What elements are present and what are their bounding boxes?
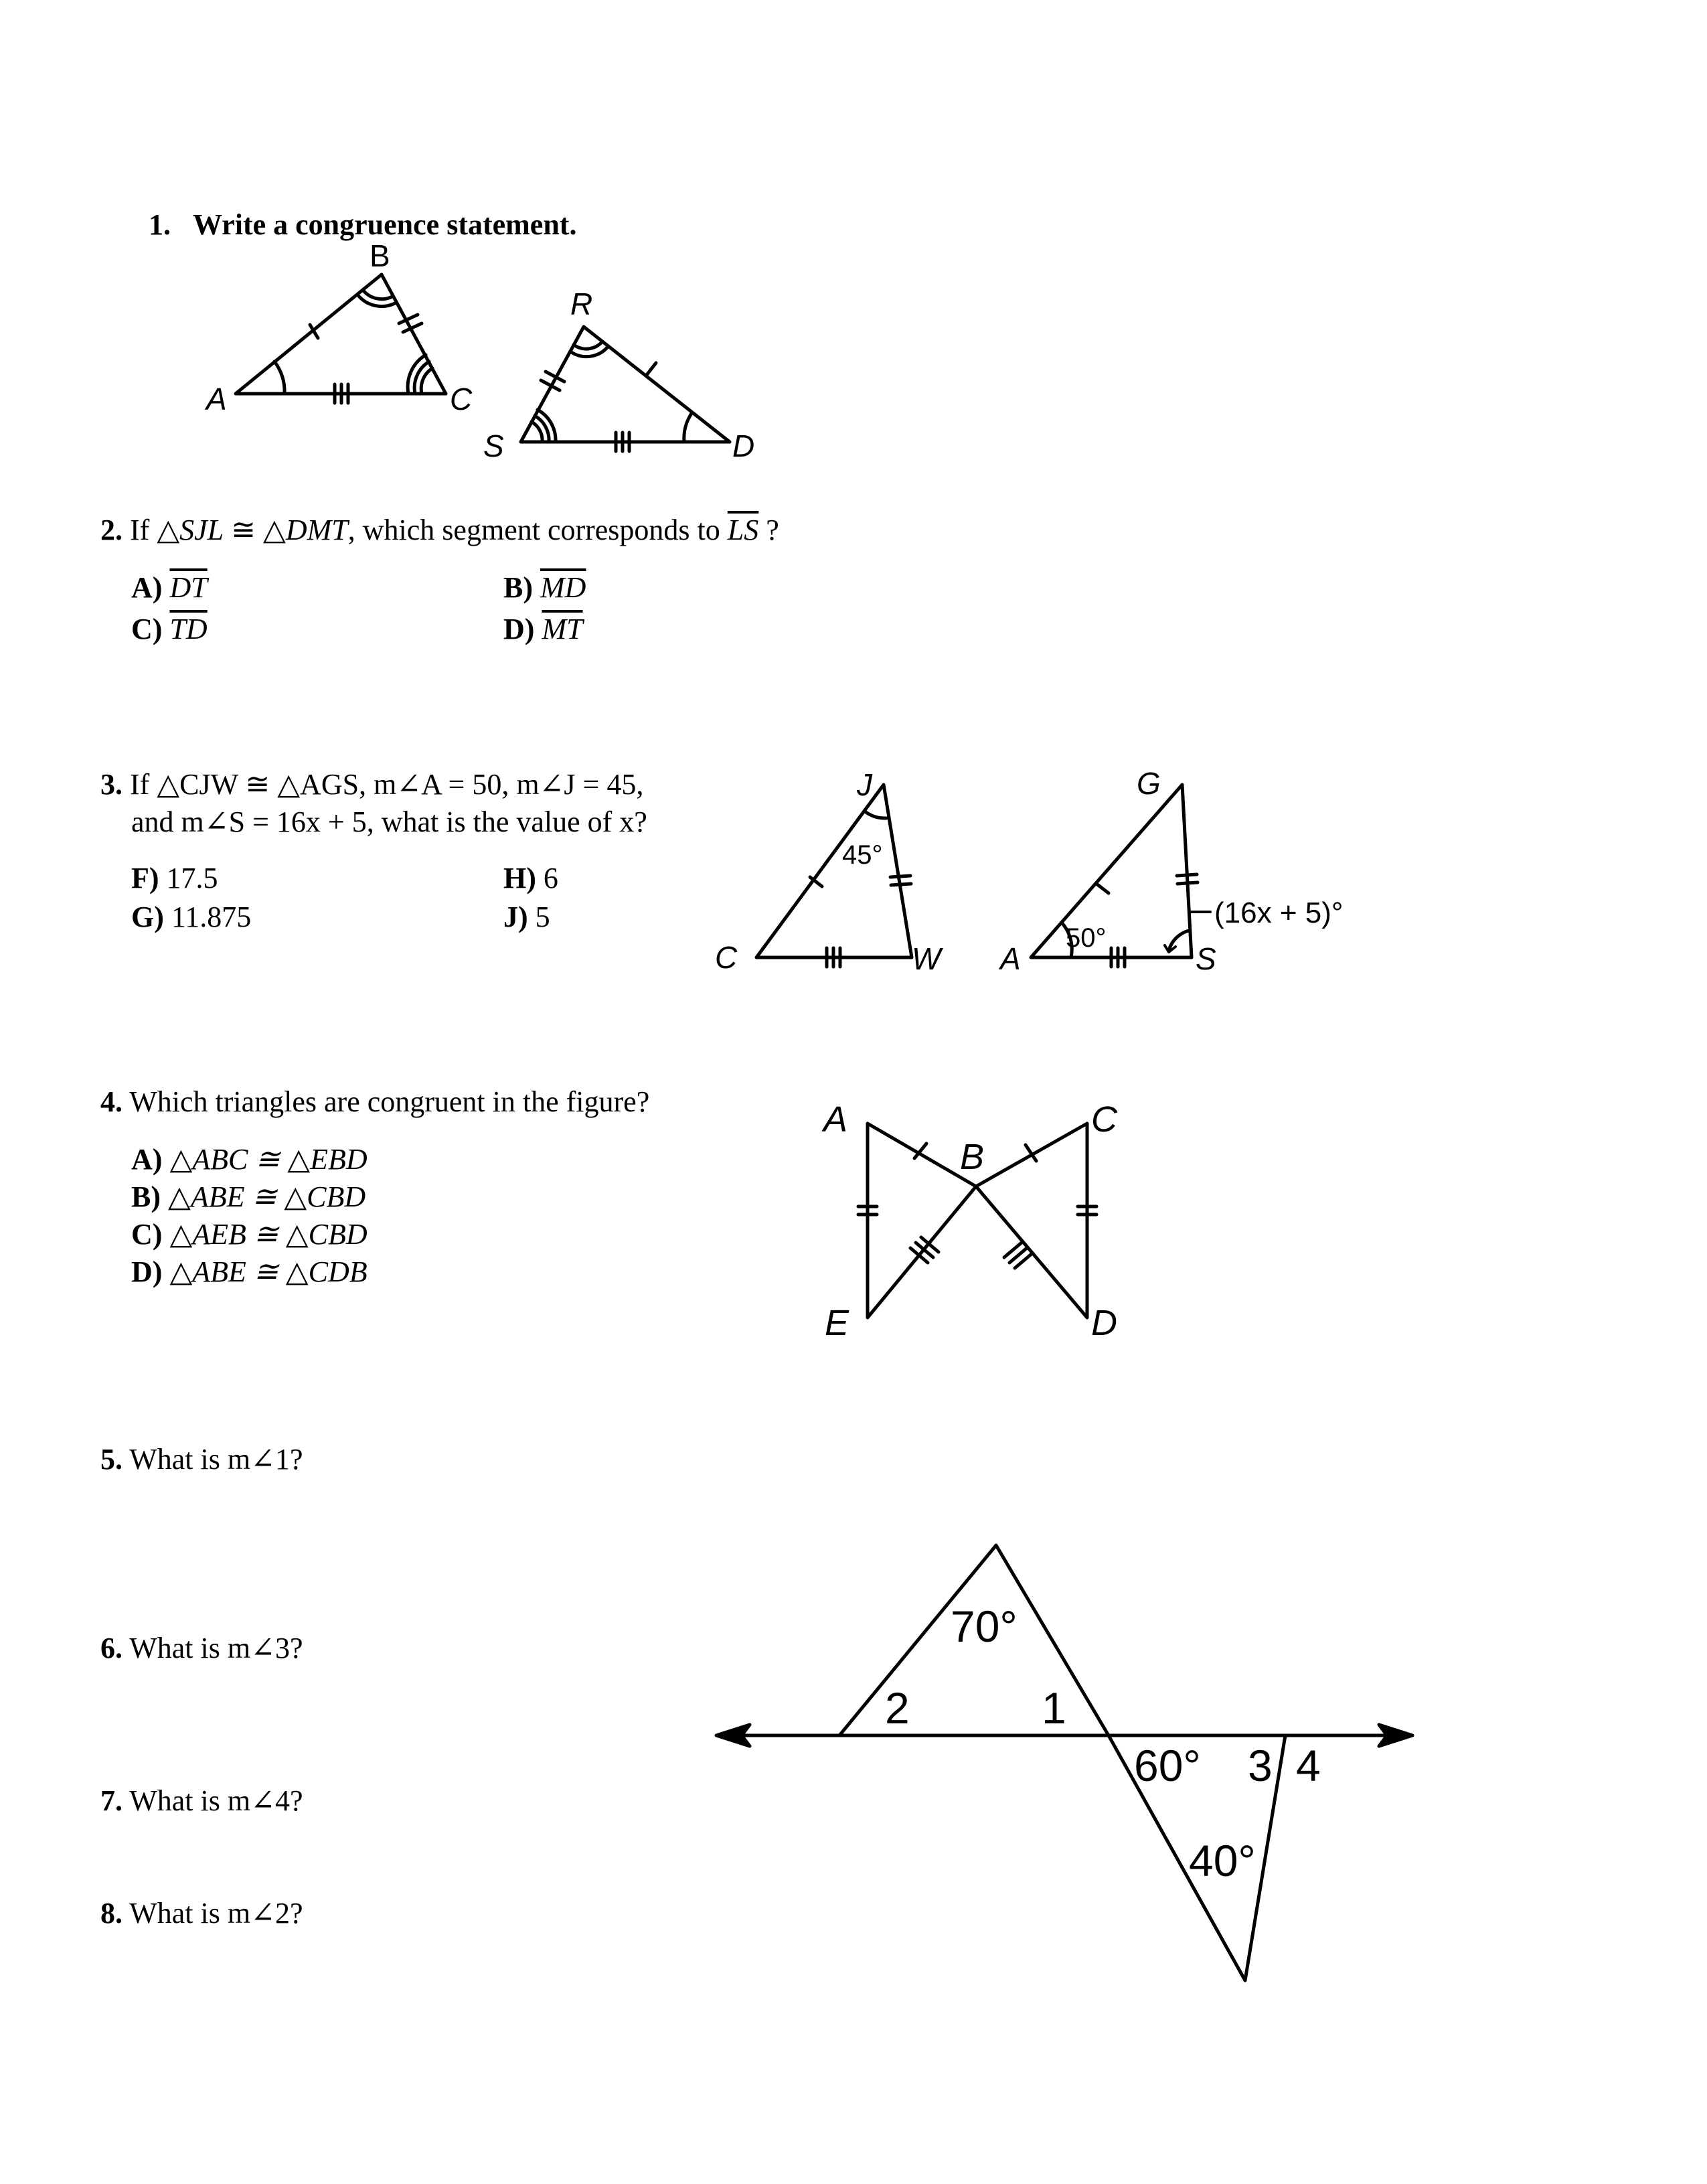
choice-text: △AEB ≅ △CBD: [169, 1218, 368, 1251]
fig3-label-c: C: [715, 940, 738, 975]
fig3-label-g: G: [1137, 766, 1161, 801]
choice-letter: D): [503, 613, 535, 645]
q2-triangle-2: DMT: [285, 514, 348, 546]
triangle-cjw: [756, 785, 912, 957]
choice-letter: B): [503, 571, 533, 604]
fig5-angle-40: 40°: [1189, 1836, 1256, 1885]
choice-segment: $\overline{DT}$: [169, 571, 208, 604]
q3-line1: If △CJW ≅ △AGS, m∠A = 50, m∠J = 45,: [130, 768, 644, 801]
fig3-angle-s: (16x + 5)°: [1214, 896, 1344, 929]
fig3-label-j: J: [857, 767, 872, 802]
q1-number: 1.: [149, 208, 171, 241]
fig5-angle-3: 3: [1248, 1741, 1273, 1790]
fig4-label-c: C: [1091, 1099, 1117, 1140]
choice-value: 6: [543, 862, 558, 894]
q5-number: 5.: [100, 1443, 123, 1476]
figure-1-triangles: [236, 275, 730, 451]
q6-number: 6.: [100, 1632, 123, 1664]
q2-pre: If: [130, 514, 150, 546]
choice-letter: J): [503, 901, 528, 933]
fig4-label-a: A: [823, 1099, 848, 1140]
fig1-label-r: R: [570, 287, 593, 321]
fig4-label-e: E: [825, 1303, 849, 1343]
choice-value: 17.5: [166, 862, 218, 894]
choice-segment: $\overline{MT}$: [542, 613, 583, 645]
figure-3-triangles: [756, 785, 1210, 967]
q2-number: 2.: [100, 514, 123, 546]
triangle-ags: [1031, 785, 1192, 957]
q5-text: What is m∠1?: [129, 1443, 303, 1476]
fig5-angle-1: 1: [1042, 1683, 1066, 1733]
fig1-label-b: B: [370, 238, 390, 273]
choice-letter: B): [131, 1180, 161, 1213]
q2-end: ?: [766, 514, 779, 546]
q1-text: Write a congruence statement.: [193, 208, 577, 241]
q3-prompt-line2: and m∠S = 16x + 5, what is the value of x?: [131, 805, 647, 838]
choice-letter: C): [131, 1218, 163, 1251]
fig5-angle-top: 70°: [951, 1602, 1018, 1651]
fig5-angle-4: 4: [1296, 1741, 1321, 1790]
fig5-angle-60: 60°: [1134, 1741, 1201, 1790]
q7-text: What is m∠4?: [129, 1784, 303, 1817]
fig3-label-a: A: [1000, 941, 1021, 976]
choice-letter: D): [131, 1255, 163, 1288]
choice-text: △ABC ≅ △EBD: [169, 1143, 368, 1176]
q2-triangle-1: SJL: [179, 514, 224, 546]
q7-number: 7.: [100, 1784, 123, 1817]
figure-4-labels: [821, 1099, 1118, 1343]
fig1-label-d: D: [732, 428, 755, 463]
choice-letter: F): [131, 862, 159, 894]
choice-letter: A): [131, 1143, 163, 1176]
fig1-label-a: A: [206, 382, 227, 416]
figure-3-labels: [715, 766, 1343, 976]
choice-segment: $\overline{MD}$: [540, 571, 586, 604]
fig1-label-s: S: [483, 428, 504, 463]
q2-mid: , which segment corresponds to: [347, 514, 720, 546]
figure-5-labels: [885, 1602, 1321, 1885]
fig3-label-w: W: [912, 941, 941, 976]
choice-segment: $\overline{TD}$: [169, 613, 208, 645]
choice-text: △ABE ≅ △CDB: [169, 1255, 368, 1288]
choice-text: △ABE ≅ △CBD: [168, 1180, 366, 1213]
fig4-label-d: D: [1091, 1303, 1117, 1343]
q8-text: What is m∠2?: [129, 1897, 303, 1930]
q4-number: 4.: [100, 1085, 123, 1118]
choice-value: 5: [535, 901, 550, 933]
q8-number: 8.: [100, 1897, 123, 1930]
fig4-label-b: B: [960, 1137, 985, 1177]
choice-letter: A): [131, 571, 163, 604]
fig3-angle-a: 50°: [1066, 923, 1107, 953]
fig3-label-s: S: [1196, 941, 1216, 976]
choice-letter: C): [131, 613, 163, 645]
q4-text: Which triangles are congruent in the figure?: [129, 1085, 650, 1118]
fig5-angle-2: 2: [885, 1683, 910, 1733]
q6-text: What is m∠3?: [129, 1632, 303, 1664]
choice-letter: G): [131, 901, 164, 933]
triangle-abc: [236, 275, 446, 394]
fig3-angle-j: 45°: [842, 840, 883, 870]
q2-segment: $\overline{LS}$: [727, 514, 759, 546]
choice-letter: H): [503, 862, 536, 894]
q2-prompt: 2. If △SJL ≅ △DMT, which segment corresponds to $\overline{LS}$ ?: [100, 514, 779, 546]
q3-number: 3.: [100, 768, 123, 801]
fig1-label-c: C: [450, 382, 473, 416]
choice-value: 11.875: [171, 901, 252, 933]
